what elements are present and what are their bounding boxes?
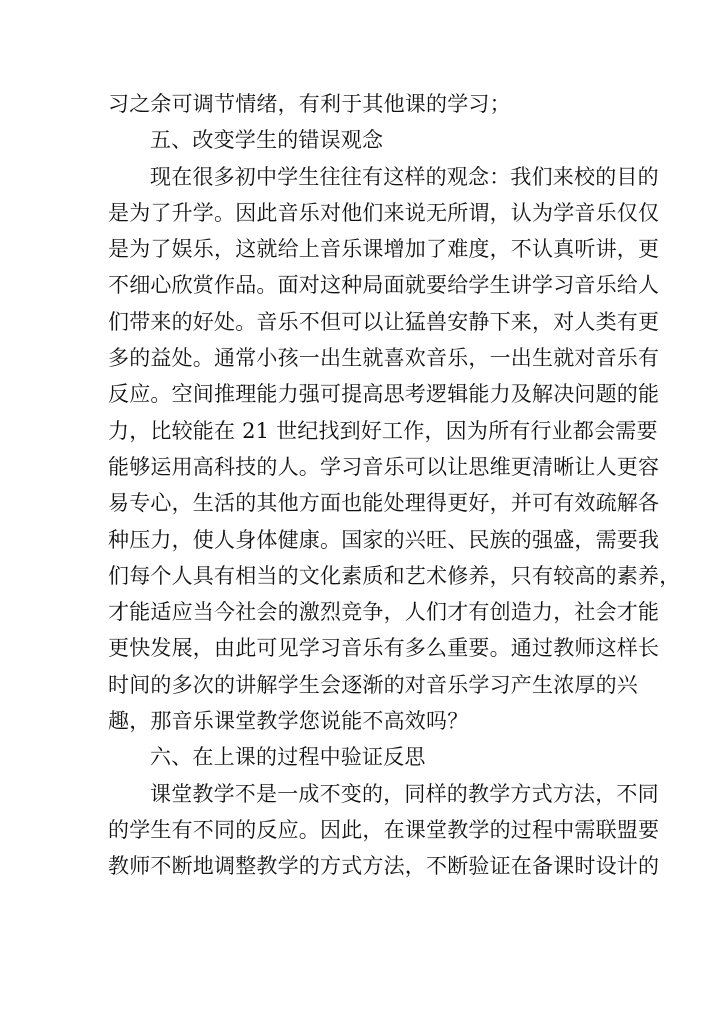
text-line: 现在很多初中学生往往有这样的观念：我们来校的目的	[150, 164, 659, 189]
text-line: 趣，那音乐课堂教学您说能不高效吗？	[108, 709, 469, 734]
text-line: 易专心，生活的其他方面也能处理得更好，并可有效疏解各	[108, 491, 660, 516]
text-line: 们每个人具有相当的文化素质和艺术修养，只有较高的素养，	[108, 563, 681, 588]
text-line: 反应。空间推理能力强可提高思考逻辑能力及解决问题的能	[108, 382, 660, 407]
text-line: 能够运用高科技的人。学习音乐可以让思维更清晰让人更容	[108, 454, 660, 479]
text-line: 是为了升学。因此音乐对他们来说无所谓，认为学音乐仅仅	[108, 200, 660, 225]
text-line: 种压力，使人身体健康。国家的兴旺、民族的强盛，需要我	[108, 527, 660, 552]
section-heading: 六、在上课的过程中验证反思	[150, 745, 426, 770]
text-line: 是为了娱乐，这就给上音乐课增加了难度，不认真听讲，更	[108, 237, 660, 262]
text-line: 们带来的好处。音乐不但可以让猛兽安静下来，对人类有更	[108, 309, 660, 334]
text-line: 多的益处。通常小孩一出生就喜欢音乐，一出生就对音乐有	[108, 346, 660, 371]
text-line: 时间的多次的讲解学生会逐渐的对音乐学习产生浓厚的兴	[108, 672, 638, 697]
text-line: 课堂教学不是一成不变的，同样的教学方式方法，不同	[150, 781, 659, 806]
text-line: 力，比较能在 21 世纪找到好工作，因为所有行业都会需要	[108, 418, 658, 443]
section-heading: 五、改变学生的错误观念	[150, 128, 384, 153]
text-line: 更快发展，由此可见学习音乐有多么重要。通过教师这样长	[108, 636, 660, 661]
document-body	[108, 86, 681, 885]
text-line: 习之余可调节情绪，有利于其他课的学习；	[108, 92, 511, 116]
text-line: 才能适应当今社会的激烈竞争，人们才有创造力，社会才能	[108, 600, 660, 625]
text-line: 的学生有不同的反应。因此，在课堂教学的过程中需联盟要	[108, 817, 660, 842]
text-line: 不细心欣赏作品。面对这种局面就要给学生讲学习音乐给人	[108, 273, 660, 298]
text-line: 教师不断地调整教学的方式方法，不断验证在备课时设计的	[108, 854, 660, 879]
